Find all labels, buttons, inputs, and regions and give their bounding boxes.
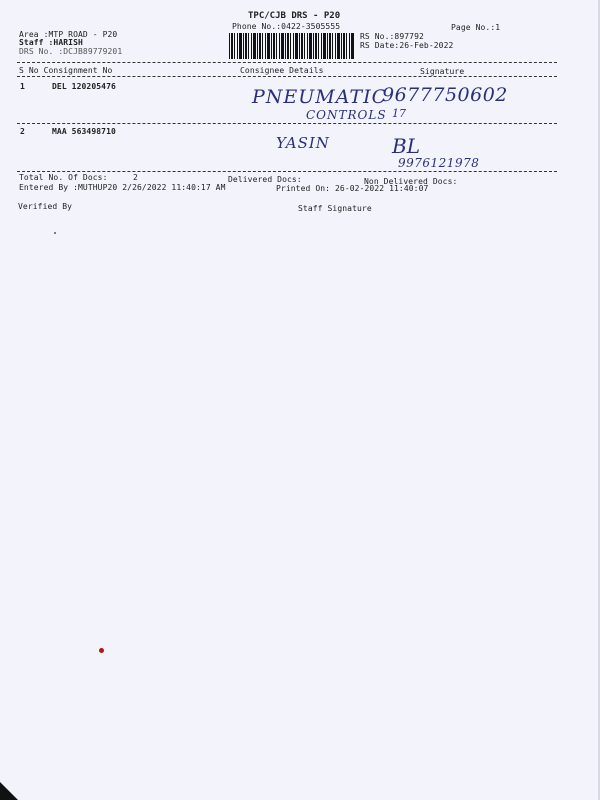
page-number: Page No.:1	[451, 23, 501, 32]
rs-number: RS No.:897792	[360, 32, 424, 41]
row-2-sno: 2	[20, 127, 25, 136]
row-2-handwritten-phone: 9976121978	[398, 156, 480, 170]
row-1-sno: 1	[20, 82, 25, 91]
table-bottom-rule	[17, 171, 557, 172]
delivered-docs-label: Delivered Docs:	[228, 175, 302, 184]
scan-corner	[0, 782, 18, 800]
row-1-handwritten-extra: 17	[392, 107, 406, 120]
rs-date: RS Date:26-Feb-2022	[360, 41, 454, 50]
verified-by-label: Verified By	[18, 202, 73, 211]
row-1-rule	[17, 123, 557, 124]
staff-signature-label: Staff Signature	[298, 204, 372, 213]
document-title: TPC/CJB DRS - P20	[248, 11, 341, 21]
non-delivered-docs-label: Non Delivered Docs:	[364, 177, 458, 186]
row-1-handwritten-consignee: PNEUMATIC	[252, 86, 388, 108]
column-header-sno-consignment: S No Consignment No	[19, 66, 113, 75]
drs-number: DRS No. :DCJB89779201	[19, 47, 123, 56]
barcode	[229, 33, 354, 59]
phone-number: Phone No.:0422-3505555	[232, 22, 341, 31]
staff-field: Staff :HARISH	[19, 38, 83, 47]
row-1-handwritten-consignee-line-2: CONTROLS	[306, 108, 387, 122]
red-mark	[99, 648, 104, 653]
header-rule-top	[17, 62, 557, 63]
total-docs-value: 2	[133, 173, 138, 182]
entered-by: Entered By :MUTHUP20 2/26/2022 11:40:17 AM	[19, 183, 226, 192]
row-2-consignment: MAA 563498710	[52, 127, 116, 136]
printed-on: Printed On: 26-02-2022 11:40:07	[276, 184, 429, 193]
total-docs-label: Total No. Of Docs:	[19, 173, 108, 182]
area-field: Area :MTP ROAD - P20	[19, 30, 118, 39]
header-rule-bottom	[17, 76, 557, 77]
scan-speck	[54, 232, 56, 234]
column-header-consignee: Consignee Details	[240, 66, 324, 75]
row-2-handwritten-signature: BL	[392, 134, 420, 158]
row-1-handwritten-phone: 9677750602	[382, 84, 508, 106]
row-2-handwritten-consignee: YASIN	[276, 134, 330, 152]
row-1-consignment: DEL 120205476	[52, 82, 116, 91]
column-header-signature: Signature	[420, 67, 465, 76]
